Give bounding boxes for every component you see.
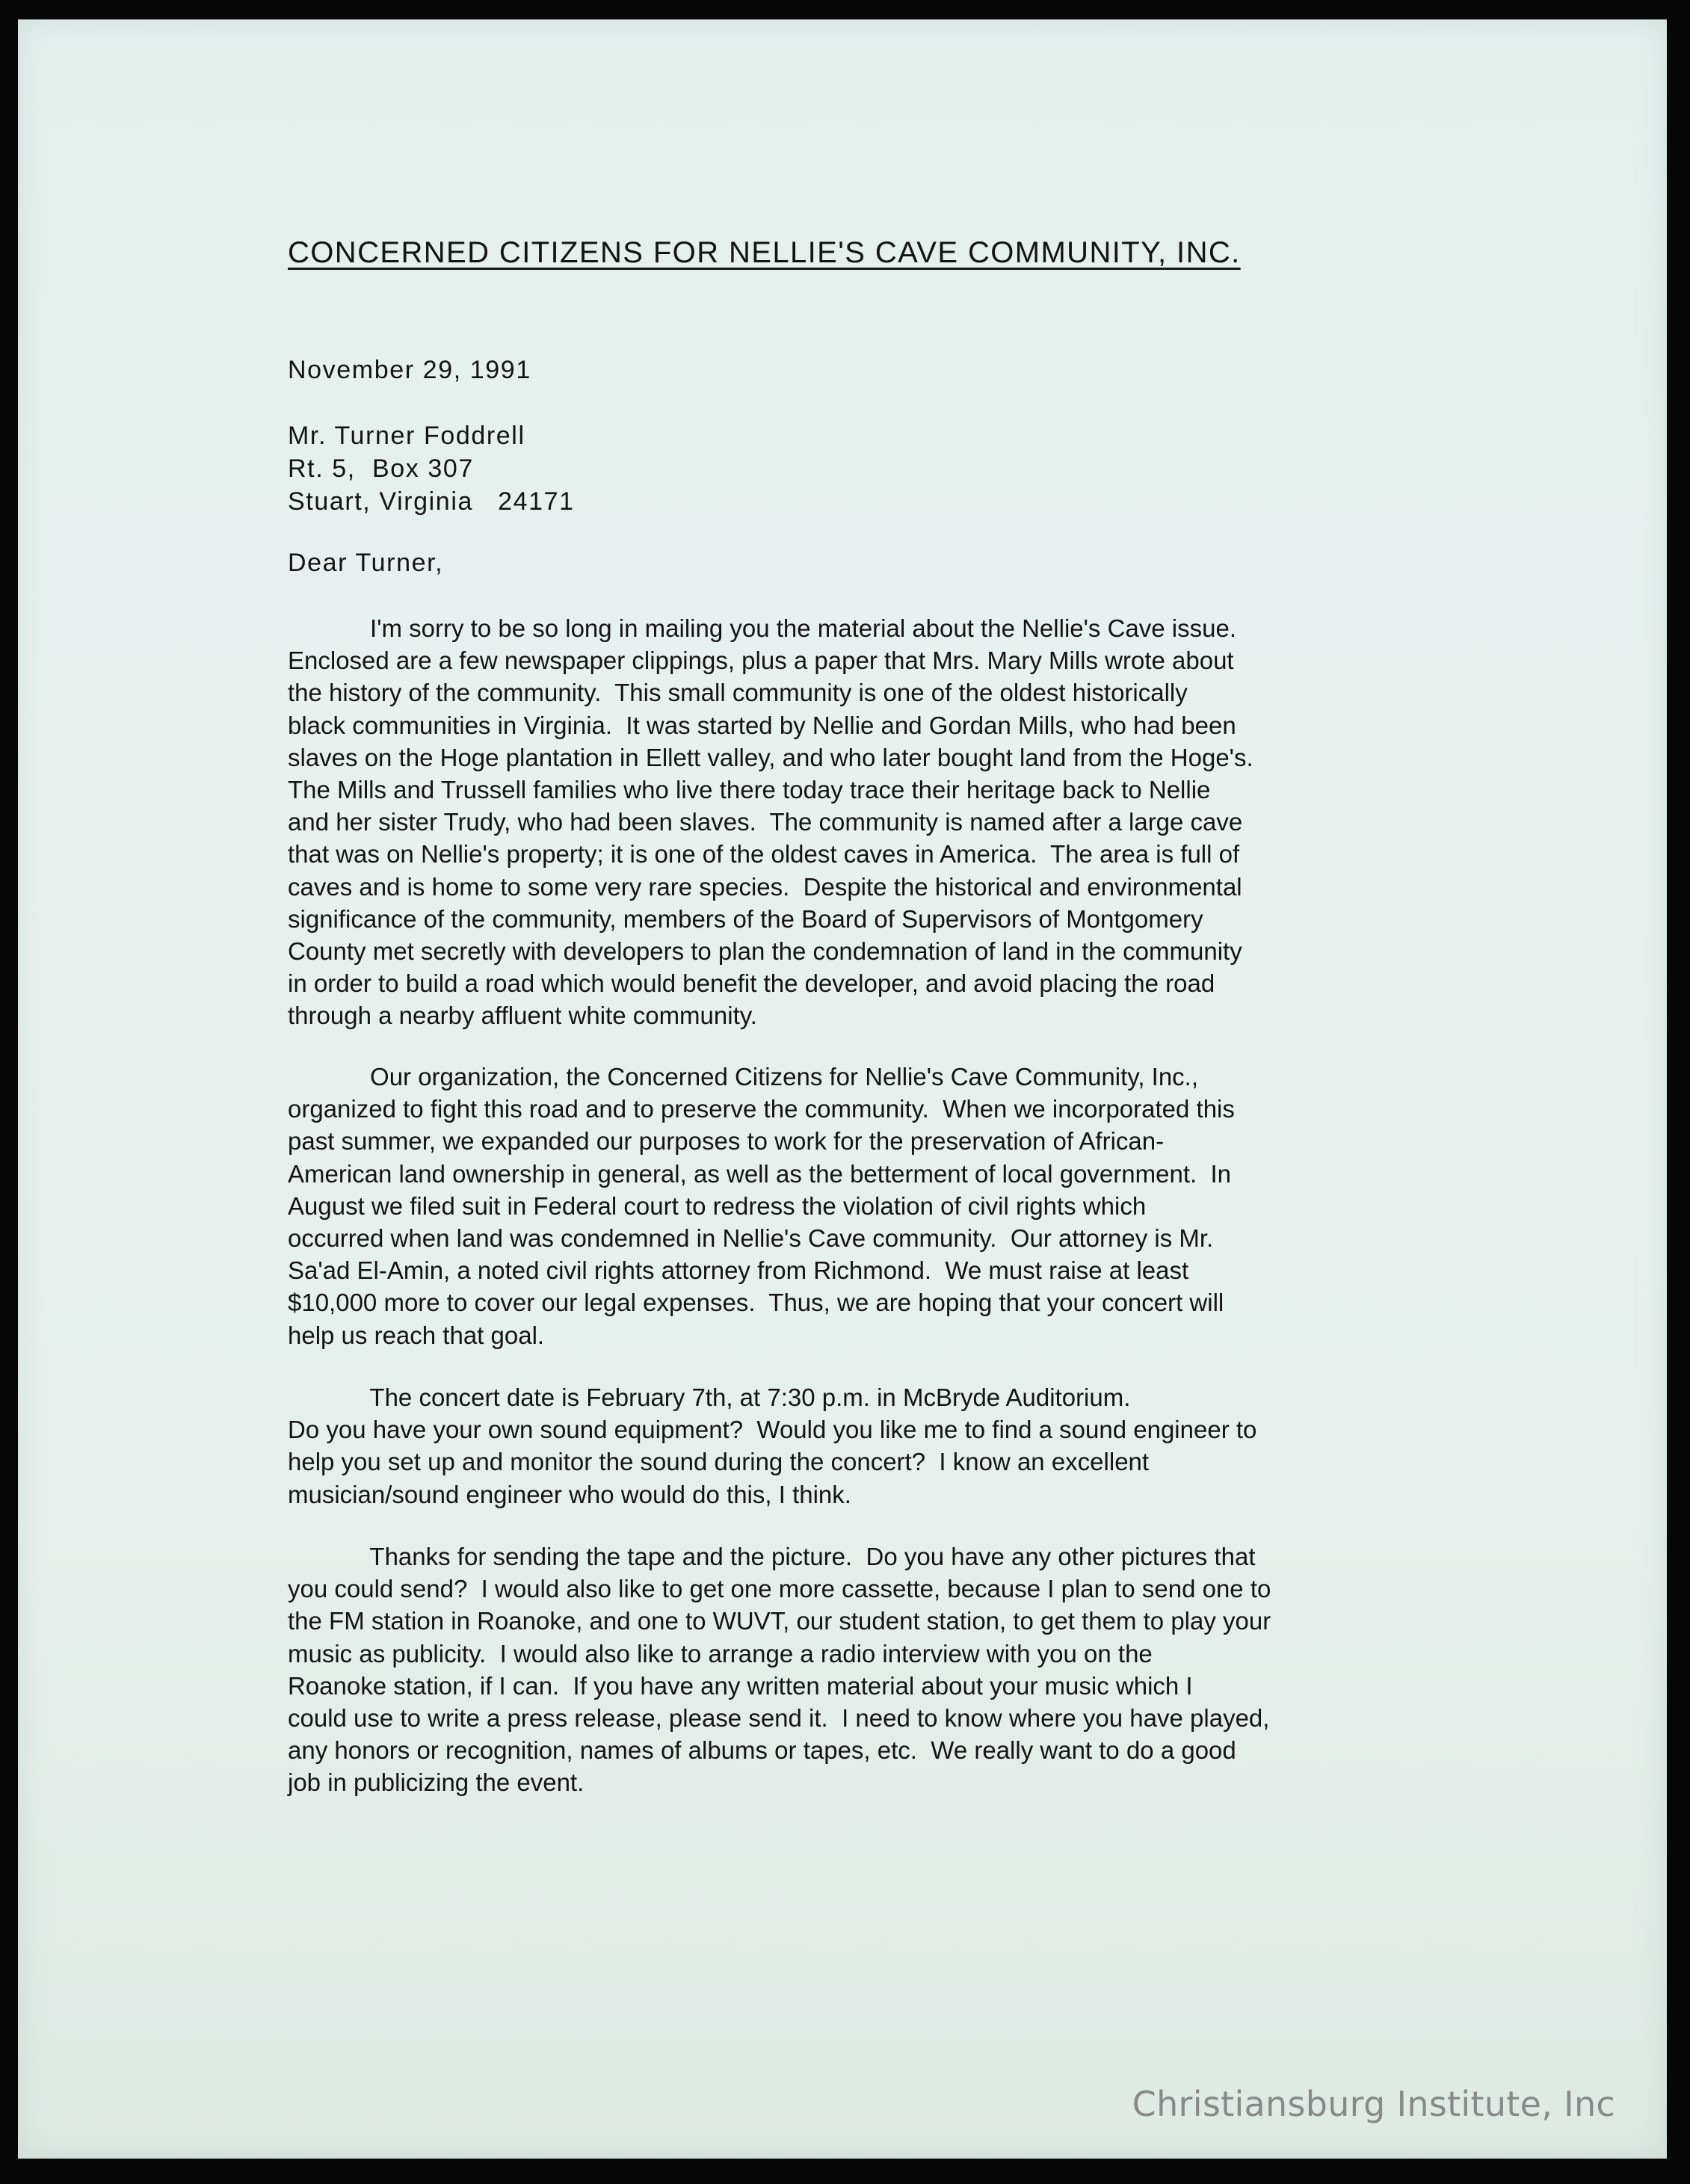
paragraph-line: musician/sound engineer who would do this, I think. [288, 1480, 851, 1508]
paragraph-4 [288, 1540, 1454, 1799]
paragraph-line: slaves on the Hoge plantation in Ellett valley, and who later bought land from the Hoge's. [288, 743, 1253, 771]
paragraph-line: through a nearby affluent white community. [288, 1002, 757, 1030]
paragraph-line: and her sister Trudy, who had been slaves. The community is named after a large cave [288, 808, 1243, 836]
paragraph-line: The Mills and Trussell families who live there today trace their heritage back to Nellie [288, 776, 1211, 804]
paragraph-line: the FM station in Roanoke, and one to WUVT, our student station, to get them to play your [288, 1607, 1271, 1635]
recipient-name: Mr. Turner Foddrell [288, 422, 525, 450]
paragraph-line: you could send? I would also like to get one more cassette, because I plan to send one to [288, 1575, 1271, 1603]
paragraph-line: help us reach that goal. [288, 1321, 545, 1349]
paragraph-line: significance of the community, members of the Board of Supervisors of Montgomery [288, 904, 1203, 933]
paragraph-line: the history of the community. This small community is one of the oldest historically [288, 679, 1188, 707]
recipient-street: Rt. 5, Box 307 [288, 454, 474, 483]
paragraph-line: I'm sorry to be so long in mailing you the material about the Nellie's Cave issue. [288, 614, 1237, 642]
paragraph-line: job in publicizing the event. [288, 1768, 585, 1797]
paragraph-line: music as publicity. I would also like to arrange a radio interview with you on the [288, 1639, 1153, 1668]
paragraph-line: The concert date is February 7th, at 7:30 p.m. in McBryde Auditorium. [288, 1383, 1131, 1411]
paragraph-line: Roanoke station, if I can. If you have any written material about your music which I [288, 1671, 1193, 1700]
paragraph-line: help you set up and monitor the sound during the concert? I know an excellent [288, 1448, 1150, 1476]
paragraph-line: American land ownership in general, as well as the betterment of local government. In [288, 1159, 1232, 1188]
salutation: Dear Turner, [288, 549, 444, 577]
letterhead-title: CONCERNED CITIZENS FOR NELLIE'S CAVE COMMUNITY, INC. [288, 236, 1241, 269]
watermark-text: Christiansburg Institute, Inc [1132, 2084, 1615, 2124]
paragraph-line: County met secretly with developers to plan the condemnation of land in the community [288, 937, 1242, 966]
paragraph-line: black communities in Virginia. It was started by Nellie and Gordan Mills, who had been [288, 711, 1236, 739]
paragraph-line: Our organization, the Concerned Citizens for Nellie's Cave Community, Inc., [288, 1063, 1199, 1091]
paragraph-line: Sa'ad El-Amin, a noted civil rights attorney from Richmond. We must raise at least [288, 1256, 1189, 1285]
letter-date: November 29, 1991 [288, 356, 531, 384]
paragraph-1 [288, 612, 1454, 1032]
paragraph-line: Thanks for sending the tape and the picture. Do you have any other pictures that [288, 1543, 1256, 1570]
paragraph-line: Enclosed are a few newspaper clippings, plus a paper that Mrs. Mary Mills wrote about [288, 647, 1234, 675]
paragraph-line: Do you have your own sound equipment? Would you like me to find a sound engineer to [288, 1416, 1257, 1444]
paragraph-line: organized to fight this road and to preserve the community. When we incorporated this [288, 1095, 1235, 1123]
paragraph-line: caves and is home to some very rare species. Despite the historical and environmental [288, 872, 1242, 901]
paragraph-line: August we filed suit in Federal court to redress the violation of civil rights which [288, 1191, 1147, 1220]
recipient-city: Stuart, Virginia 24171 [288, 487, 575, 516]
paragraph-line: past summer, we expanded our purposes to work for the preservation of African- [288, 1127, 1165, 1156]
paragraph-line: could use to write a press release, please send it. I need to know where you have played, [288, 1704, 1270, 1733]
letter-page [18, 19, 1667, 2159]
recipient-address [288, 419, 575, 518]
paragraph-line: $10,000 more to cover our legal expenses. Thus, we are hoping that your concert will [288, 1289, 1224, 1317]
paragraph-line: that was on Nellie's property; it is one of the oldest caves in America. The area is full of [288, 840, 1240, 869]
paragraph-3 [288, 1381, 1454, 1511]
paragraph-line: any honors or recognition, names of albums or tapes, etc. We really want to do a good [288, 1736, 1236, 1765]
paragraph-2 [288, 1061, 1454, 1351]
paragraph-line: occurred when land was condemned in Nellie's Cave community. Our attorney is Mr. [288, 1224, 1214, 1253]
paragraph-line: in order to build a road which would benefit the developer, and avoid placing the road [288, 969, 1215, 998]
